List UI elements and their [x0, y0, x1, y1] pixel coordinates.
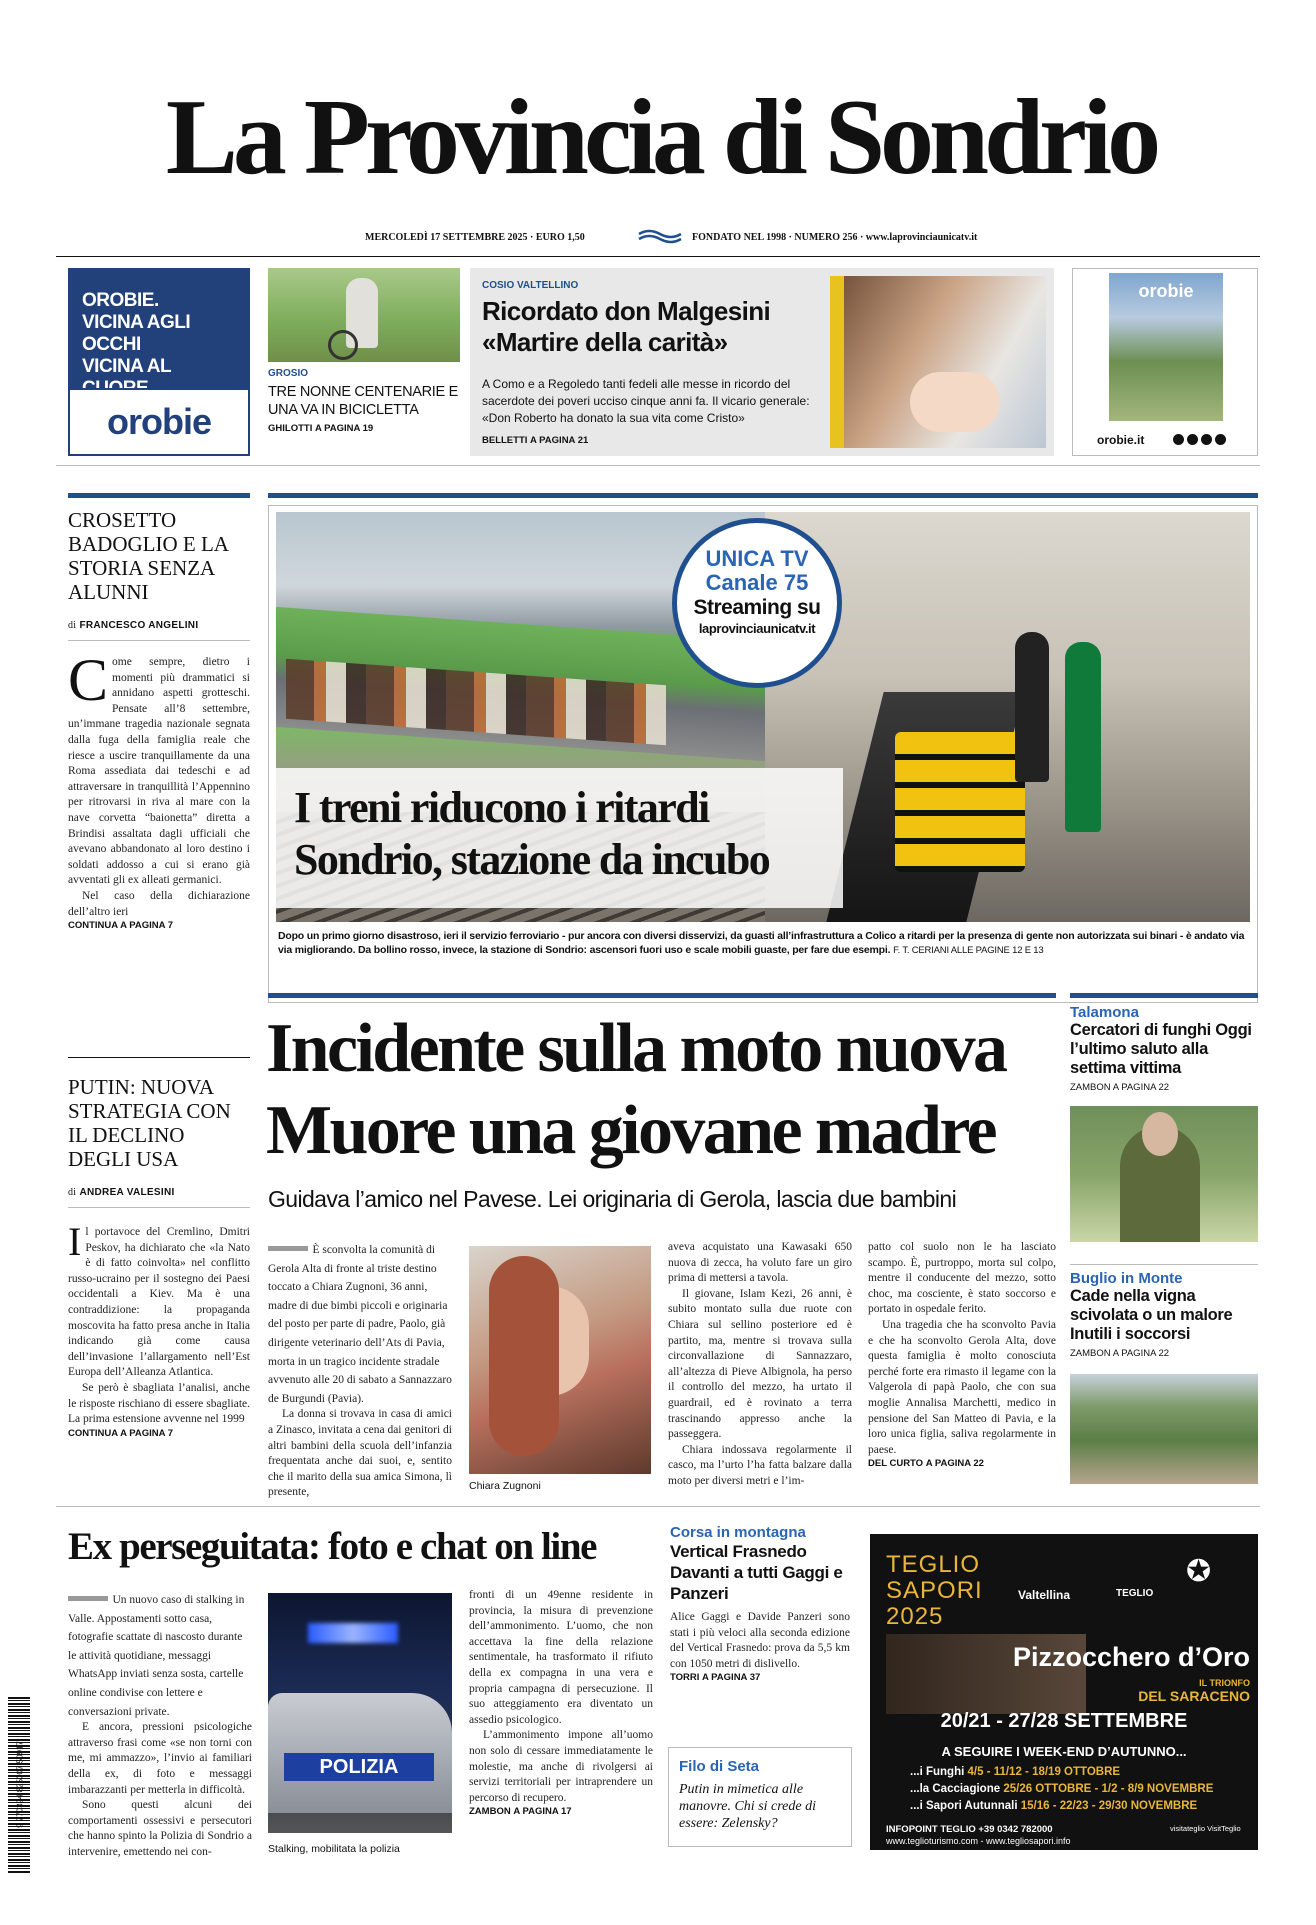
lead-headline-1[interactable]: Incidente sulla moto nuova: [266, 1010, 1006, 1087]
teaser-cosio-title-2: «Martire della carità»: [482, 327, 728, 357]
ad-line-2-label: ...la Cacciagione: [910, 1783, 1001, 1795]
trains-headline-2: Sondrio, stazione da incubo: [294, 835, 770, 884]
ad-brand-valtellina: Valtellina: [1018, 1588, 1071, 1602]
editorial2-title[interactable]: PUTIN: NUOVA STRATEGIA CON IL DECLINO DEGLI USA: [68, 1075, 231, 1171]
buglio-teaser[interactable]: [1070, 1270, 1258, 1359]
ad-title-1: TEGLIO: [886, 1551, 981, 1578]
barrier: [895, 732, 1025, 872]
editorial1-text2: Nel caso della dichiarazione dell’altro ieri: [68, 889, 250, 918]
lead-col-4: [868, 1240, 1056, 1469]
corsa-ref-author[interactable]: TORRI: [670, 1672, 700, 1684]
trains-caption-text: Dopo un primo giorno disastroso, ieri il servizio ferroviario - pur ancora con diversi disservizi, da guasti all’infrastruttura a Colico a ritardi per la presenza di gente non autorizzata sui binari - è andato via via migliorando. Da bollino rosso, invece, la stazione di Sondrio: ascensori fuori uso e scale mobili guaste, per fare due esempi.: [278, 930, 1245, 956]
promo-line-1: OROBIE.: [82, 290, 159, 311]
teaser-grosio-kicker: GROSIO: [268, 368, 309, 379]
editorial2-text: l portavoce del Cremlino, Dmitri Peskov, ha dichiarato che «la Nato è di fatto coinvolta» nel conflitto russo-ucraino per il sostegno dei Paesi occidentali a Kiev. Ma è una contraddizione: la propaganda moscovita ha fatto presa anche in Italia indicando già come causa dell’invasione l’allargamento nell’Est Europa dell’Alleanza Atlantica.: [68, 1226, 250, 1379]
stalking-headline[interactable]: Ex perseguitata: foto e chat on line: [68, 1525, 597, 1568]
editorial1-author-pre: di: [68, 620, 77, 631]
person-2: [1015, 632, 1049, 782]
editorial2-author-pre: di: [68, 1187, 77, 1198]
badge-line-3: Streaming su: [693, 596, 821, 619]
masthead-date-price: MERCOLEDÌ 17 SETTEMBRE 2025 · EURO 1,50: [365, 232, 585, 243]
editorial1-continue[interactable]: CONTINUA A PAGINA 7: [68, 920, 174, 932]
masthead-divider: [56, 256, 1260, 257]
lead-ref-page[interactable]: A PAGINA 22: [925, 1458, 984, 1470]
ad-brand-teglio: TEGLIO: [1116, 1588, 1154, 1599]
teaser-grosio[interactable]: [268, 368, 460, 434]
filo-box[interactable]: [668, 1747, 852, 1847]
filo-kicker: Filo di Seta: [679, 1758, 760, 1775]
ad-line-2-dates: 25/26 OTTOBRE - 1/2 - 8/9 NOVEMBRE: [1003, 1783, 1214, 1795]
buglio-photo[interactable]: [1070, 1374, 1258, 1484]
grosio-photo-wheel: [328, 330, 358, 360]
badge-line-4: laprovinciaunicatv.it: [698, 621, 816, 636]
editorial1-body: [68, 647, 250, 932]
editorial2-author-name: ANDREA VALESINI: [79, 1187, 175, 1198]
stalking-col-1: [68, 1590, 252, 1861]
ad-line-1-label: ...i Funghi: [910, 1766, 965, 1778]
lead-col-3: [668, 1240, 852, 1490]
lead-col-3-text-b: Il giovane, Islam Kezi, 26 anni, è subito montato sulla due ruote con Chiara sul sellino posteriore ed è partito, ma, mentre si trovava sulla circonvallazione di Sannazzaro, all’altezza di Pieve Albignola, ha perso il controllo del mezzo, ha urtato il guardrail, ed è rovinato a terra trascinando appresso anche la passeggera.: [668, 1287, 852, 1441]
barcode-number: 9 770394 825007 50917: [15, 1741, 25, 1828]
instagram-icon[interactable]: [1187, 434, 1198, 445]
youtube-icon[interactable]: [1215, 434, 1226, 445]
editorial1-dropcap: C: [68, 647, 109, 713]
stalking-photo-caption: Stalking, mobilitata la polizia: [268, 1843, 400, 1855]
editorial2-author: [68, 1187, 175, 1198]
promo-orobie[interactable]: [68, 268, 250, 456]
lead-col-1-text-b: La donna si trovava in casa di amici a Zinasco, invitata a cena dai genitori di altri bambini della scuola dell’infanzia frequentata anche dai suoi, e, sentito che il marito della sua amica Simona, lì presente,: [268, 1408, 452, 1499]
editorial2-text2: Se però è sbagliata l’analisi, anche le risposte rischiano di essere sbagliate. La prima estensione avvenne nel 1999: [68, 1381, 250, 1426]
lead-subhead: Guidava l’amico nel Pavese. Lei originaria di Gerola, lascia due bambini: [268, 1186, 957, 1212]
talamona-teaser[interactable]: [1070, 1004, 1258, 1093]
talamona-photo-head: [1142, 1112, 1178, 1156]
teaser-cosio[interactable]: [470, 268, 1054, 456]
ad-sub1: IL TRIONFO: [1199, 1678, 1250, 1688]
buglio-divider: [1070, 1264, 1258, 1265]
talamona-photo[interactable]: [1070, 1106, 1258, 1242]
ad-title-2: SAPORI: [886, 1577, 983, 1604]
masthead-title[interactable]: La Provincia di Sondrio: [165, 78, 1157, 197]
talamona-rule: [1070, 993, 1258, 998]
lead-col-1: [268, 1240, 452, 1501]
stalking-photo[interactable]: [268, 1593, 452, 1833]
editorial1-divider: [68, 640, 250, 641]
trains-headline-1: I treni riducono i ritardi: [294, 783, 709, 832]
badge-line-2: Canale 75: [705, 570, 809, 595]
ad-headline: Pizzocchero d’Oro: [1012, 1642, 1250, 1672]
cosio-photo-baby: [910, 372, 1000, 432]
ad-sub2: DEL SARACENO: [1138, 1688, 1250, 1704]
teaser-cosio-page: A PAGINA 21: [530, 435, 589, 446]
talamona-title: Cercatori di funghi Oggi l’ultimo saluto alla settima vittima: [1070, 1021, 1252, 1077]
ad-line-1-dates: 4/5 - 11/12 - 18/19 OTTOBRE: [967, 1766, 1121, 1778]
stalking-col-1-marker: [68, 1596, 108, 1601]
magazine-site: orobie.it: [1097, 433, 1145, 447]
grosio-photo[interactable]: [268, 268, 460, 362]
teaser-grosio-author: GHILOTTI: [268, 423, 313, 434]
lead-col-4-text-b: Una tragedia che ha sconvolto Pavia e che ha sconvolto Gerola Alta, dove questa famiglia è molto conosciuta perché forte era rimasto il legame con la Valgerola di papà Paolo, che con sua moglie Annalisa Marchetti, medico in pensione del San Matteo di Pavia, e la loro unica figlia, saliva regolarmente in paese.: [868, 1318, 1056, 1456]
x-icon[interactable]: [1201, 434, 1212, 445]
teaser-grosio-page: A PAGINA 19: [314, 423, 374, 434]
stalking-col-1-text-b: E ancora, pressioni psicologiche attraverso frasi come «se non torni con me, mi ammazzo», l’invio ai familiari della ex, di foto e messaggi imbarazzanti per metterla in difficoltà.: [68, 1721, 252, 1796]
buglio-author: ZAMBON: [1070, 1348, 1111, 1359]
masthead-wave-icon: [637, 228, 683, 244]
lead-photo-hair: [489, 1256, 559, 1456]
filo-text: Putin in mimetica alle manovre. Chi si crede di essere: Zelensky?: [679, 1782, 816, 1831]
corsa-title: Vertical Frasnedo Davanti a tutti Gaggi e Panzeri: [670, 1542, 843, 1603]
editorial1-title[interactable]: CROSETTO BADOGLIO E LA STORIA SENZA ALUNNI: [68, 508, 228, 604]
lead-col-4-text: patto col suolo non le ha lasciato scampo. È, purtroppo, morta sul colpo, mentre il conducente del mezzo, sotto choc, ma cosciente, è stato soccorso e portato in ospedale ferito.: [868, 1241, 1056, 1316]
talamona-author: ZAMBON: [1070, 1082, 1111, 1093]
trains-caption-ref[interactable]: F. T. CERIANI ALLE PAGINE 12 E 13: [893, 945, 1044, 956]
badge-line-1: UNICA TV: [705, 546, 809, 571]
editorial2-divider: [68, 1207, 250, 1208]
corsa-ref-page[interactable]: A PAGINA 37: [702, 1672, 761, 1684]
ad-teglio[interactable]: [870, 1534, 1258, 1850]
talamona-page: A PAGINA 22: [1112, 1082, 1170, 1093]
lead-photo-caption: Chiara Zugnoni: [469, 1480, 541, 1492]
magazine-box[interactable]: [1072, 268, 1258, 456]
masthead-founded: FONDATO NEL 1998 · NUMERO 256 · www.laprovinciaunicatv.it: [692, 232, 978, 243]
editorial1-rule: [68, 493, 250, 498]
lead-ref-author[interactable]: DEL CURTO: [868, 1458, 924, 1470]
teaser-cosio-title-1: Ricordato don Malgesini: [482, 296, 771, 326]
editorial1-text: ome sempre, dietro i momenti più drammatici si annidano aspetti grotteschi. Pensate all’8 settembre, un’immane tragedia nazionale segnata dalla fuga della famiglia reale che riesce a uscire tranquillamente da una Roma assediata dai tedeschi e ad attraversare in tranquillità l’Appennino per ritrovarsi in riva al mare con la nave corvetta “baionetta” diretta a Brindisi assaltata dagli ufficiali che avevano abbandonato al loro destino i soldati addosso a cui si erano già avventati gli ex alleati germanici.: [68, 656, 250, 887]
magazine-cover: [1109, 273, 1223, 421]
trains-caption: [278, 929, 1250, 958]
stalking-ref-author[interactable]: ZAMBON: [469, 1806, 511, 1818]
ad-line-2: [910, 1781, 1213, 1798]
lead-col-3-text: aveva acquistato una Kawasaki 650 nuova di zecca, ha voluto fare un giro prima di mettersi a tavola.: [668, 1241, 852, 1285]
ad-info: INFOPOINT TEGLIO +39 0342 782000: [886, 1824, 1053, 1835]
ad-title-3: 2025: [886, 1603, 944, 1630]
lead-col-1-text: È sconvolta la comunità di Gerola Alta di fronte al triste destino toccato a Chiara Zugnoni, 36 anni, madre di due bimbi piccoli e originaria del posto per parte di padre, Paolo, già dirigente veterinario dell’Ats di Pavia, morta in un tragico incidente stradale avvenuto alle 20 di sabato a Sannazzaro de Burgundi (Pavia).: [268, 1244, 452, 1405]
promo-line-3: VICINA AL: [82, 356, 171, 377]
ad-line-3: [910, 1798, 1213, 1815]
buglio-page: A PAGINA 22: [1112, 1348, 1170, 1359]
stalking-col-3-text-b: L’ammonimento impone all’uomo non solo di cessare immediatamente le molestie, ma anche di rivolgersi ai servizi territoriali per intraprendere un percorso di recupero.: [469, 1729, 653, 1804]
ad-social: visitateglio VisitTeglio: [1170, 1824, 1241, 1833]
ad-line-3-dates: 15/16 - 22/23 - 29/30 NOVEMBRE: [1020, 1800, 1198, 1812]
teaser-divider: [56, 465, 1260, 466]
corsa-text: Alice Gaggi e Davide Panzeri sono stati i più veloci alla seconda edizione del Vertical Frasnedo: prova da 5,5 km con 1050 metri di dislivello.: [670, 1611, 850, 1670]
teaser-cosio-author: BELLETTI: [482, 435, 528, 446]
trains-headline-box[interactable]: [276, 768, 843, 908]
corsa-kicker: Corsa in montagna: [670, 1524, 806, 1541]
stalking-ref-page[interactable]: A PAGINA 17: [513, 1806, 572, 1818]
teaser-grosio-title: TRE NONNE CENTENARIE E UNA VA IN BICICLETTA: [268, 384, 458, 418]
person-1: [1065, 642, 1101, 832]
cosio-photo-bar: [830, 276, 844, 448]
editorial2-continue[interactable]: CONTINUA A PAGINA 7: [68, 1427, 174, 1439]
buglio-title: Cade nella vigna scivolata o un malore Inutili i soccorsi: [1070, 1287, 1233, 1343]
bottom-divider: [56, 1506, 1260, 1507]
lead-col-1-marker: [268, 1246, 308, 1251]
editorial1-author: [68, 620, 198, 631]
police-lights: [308, 1623, 398, 1643]
stalking-col-3: [469, 1588, 653, 1817]
orobie-logo: orobie: [106, 401, 211, 442]
ad-follow: A SEGUIRE I WEEK-END D’AUTUNNO...: [941, 1744, 1187, 1759]
lead-headline-2[interactable]: Muore una giovane madre: [266, 1092, 995, 1169]
editorial2-body: [68, 1219, 250, 1439]
social-icons: [1173, 434, 1226, 445]
promo-orobie-logo-box: [68, 388, 250, 456]
corsa-box[interactable]: [670, 1524, 850, 1683]
cosio-photo: [830, 276, 1046, 448]
lead-photo[interactable]: [469, 1246, 651, 1474]
buglio-kicker: Buglio in Monte: [1070, 1270, 1183, 1287]
ad-line-3-label: ...i Sapori Autunnali: [910, 1800, 1018, 1812]
magazine-cover-title: orobie: [1138, 281, 1194, 301]
ad-star-icon: ✪: [1186, 1555, 1212, 1588]
ad-line-1: [910, 1764, 1213, 1781]
lead-col-3-text-c: Chiara indossava regolarmente il casco, ma l’urto l’ha fatta balzare dalla moto per diversi metri e l’im-: [668, 1443, 852, 1487]
police-label: POLIZIA: [284, 1753, 434, 1781]
ad-dates: 20/21 - 27/28 SETTEMBRE: [940, 1710, 1188, 1732]
facebook-icon[interactable]: [1173, 434, 1184, 445]
unica-tv-badge[interactable]: [672, 518, 842, 688]
teaser-cosio-kicker: COSIO VALTELLINO: [482, 280, 579, 291]
trains-rule: [268, 493, 1258, 498]
promo-line-2: VICINA AGLI OCCHI: [82, 312, 191, 355]
lead-rule: [268, 993, 1056, 998]
editorial1-author-name: FRANCESCO ANGELINI: [79, 620, 199, 631]
teaser-cosio-text: A Como e a Regoledo tanti fedeli alle messe in ricordo del sacerdote dei poveri ucciso cinque anni fa. Il vicario generale: «Don Roberto ha donato la sua vita come Cristo»: [482, 377, 810, 425]
editorial2-dropcap: I: [68, 1219, 82, 1264]
editorial2-rule: [68, 1057, 250, 1058]
stalking-col-1-text-c: Sono questi alcuni dei comportamenti ossessivi e persecutori che hanno spinto la Polizia di Sondrio a intervenire, emettendo nei con-: [68, 1799, 252, 1858]
talamona-kicker: Talamona: [1070, 1004, 1139, 1021]
stalking-col-3-text: fronti di un 49enne residente in provincia, la misura di prevenzione dell’ammonimento. L’uomo, che non accettava la fine della relazione sentimentale, ha trasformato il rifiuto della ex compagna in una vera e propria campagna di persecuzione. Il suo atteggiamento era diventato un assedio psicologico.: [469, 1589, 653, 1726]
ad-web: www.teglioturismo.com - www.tegliosapori.info: [886, 1836, 1071, 1846]
stalking-col-1-text: Un nuovo caso di stalking in Valle. Appostamenti sotto casa, fotografie scattate di nascosto durante le attività quotidiane, messaggi WhatsApp inviati senza sosta, cartelle online condivise con lettere e conversazioni private.: [68, 1594, 245, 1718]
